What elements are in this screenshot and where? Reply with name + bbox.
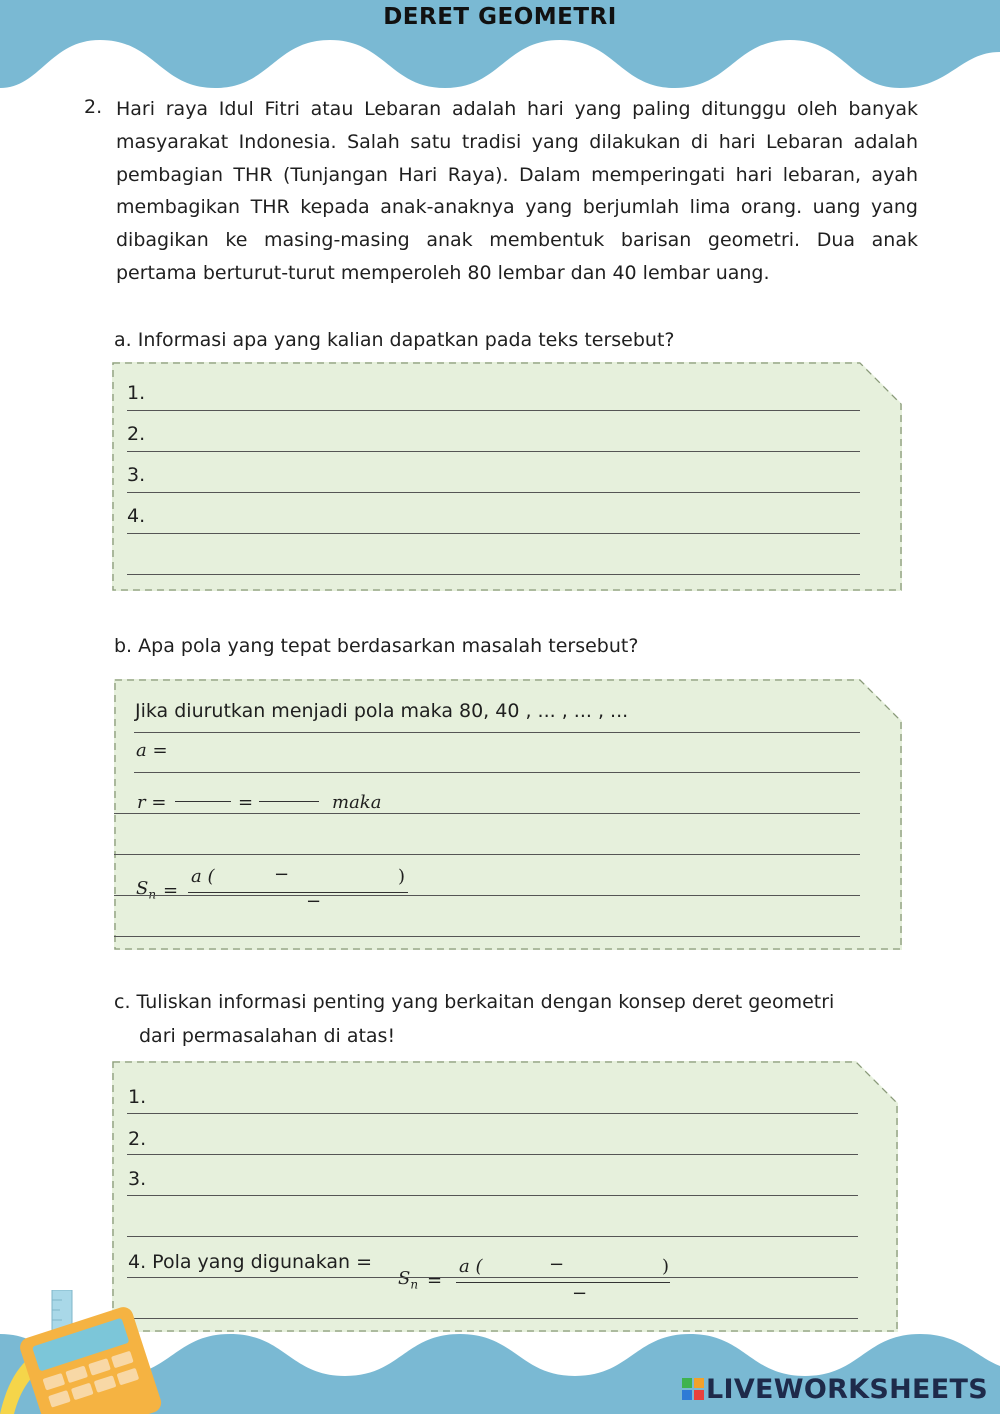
sn-formula-b-s: $S_n$ [136,878,157,902]
sn-formula-b-minus: − [274,864,290,885]
sn-formula-b-den-minus: − [306,891,322,912]
liveworksheets-logo-icon [682,1378,704,1400]
question-c-line2: dari permasalahan di atas! [139,1025,396,1047]
answer-a-line-2[interactable] [127,451,860,452]
answer-b-line-5[interactable] [114,895,860,896]
question-c-line1: c. Tuliskan informasi penting yang berkaitan dengan konsep deret geometri [114,991,835,1013]
liveworksheets-logo [682,1374,988,1405]
answer-a-item-3: 3. [127,464,146,486]
sn-formula-c-close: ) [662,1256,670,1277]
sn-formula-c-eq: = [427,1270,443,1291]
answer-c-item-2: 2. [128,1128,147,1150]
answer-box-a [112,362,902,591]
answer-a-line-1[interactable] [127,410,860,411]
sn-formula-b-bar [188,892,408,893]
problem-text: Hari raya Idul Fitri atau Lebaran adalah hari yang paling ditunggu oleh banyak masyarakat Indonesia. Salah satu tradisi yang dilakukan di hari Lebaran adalah pembagian THR (Tunjangan Hari Raya). Dalam memperingati hari lebaran, ayah membagikan THR kepada anak-anaknya yang berjumlah lima orang. uang yang dibagikan ke masing-masing anak membentuk barisan geometri. Dua anak pertama berturut-turut memperoleh 80 lembar dan 40 lembar uang. [116,98,918,284]
pattern-text: Jika diurutkan menjadi pola maka 80, 40 , ... , ... , ... [135,700,629,722]
calculator-ruler-icon [0,1290,170,1414]
answer-a-item-4: 4. [127,505,146,527]
answer-b-line-3[interactable] [114,813,860,814]
answer-c-line-5[interactable] [127,1277,858,1278]
sn-formula-b-eq: = [163,880,179,901]
answer-c-line-1[interactable] [127,1113,858,1114]
problem-number: 2. [84,96,103,118]
sn-formula-c-num: a ( [459,1256,483,1277]
maka-label: maka [332,792,382,813]
r-fraction-2[interactable] [259,801,319,802]
answer-c-line-4[interactable] [127,1236,858,1237]
r-equals: = [238,792,254,813]
sn-formula-b-close: ) [398,866,406,887]
answer-b-line-2[interactable] [134,772,860,773]
answer-c-line-3[interactable] [127,1195,858,1196]
answer-a-line-4[interactable] [127,533,860,534]
page-title: DERET GEOMETRI [383,4,617,30]
sn-formula-b-num: a ( [191,866,215,887]
r-label: r = [137,792,167,813]
answer-c-item-3: 3. [128,1168,147,1190]
answer-c-item-4: 4. Pola yang digunakan = [128,1251,373,1273]
liveworksheets-logo-text: LIVEWORKSHEETS [705,1374,988,1405]
answer-b-line-6[interactable] [114,936,860,937]
sn-formula-c-bar [456,1282,670,1283]
answer-c-item-1: 1. [128,1086,147,1108]
answer-box-c [112,1061,898,1332]
r-fraction-1[interactable] [175,801,231,802]
answer-b-line-4[interactable] [114,854,860,855]
sn-formula-c-s: $S_n$ [398,1268,419,1292]
question-b: b. Apa pola yang tepat berdasarkan masalah tersebut? [114,635,639,657]
answer-b-line-1[interactable] [134,732,860,733]
answer-a-item-1: 1. [127,382,146,404]
sn-formula-c-minus: − [549,1254,565,1275]
answer-c-line-2[interactable] [127,1154,858,1155]
answer-a-line-3[interactable] [127,492,860,493]
question-a: a. Informasi apa yang kalian dapatkan pada teks tersebut? [114,329,675,351]
a-label: a = [136,740,168,761]
answer-a-line-5[interactable] [127,574,860,575]
answer-c-line-6[interactable] [127,1318,858,1319]
answer-a-item-2: 2. [127,423,146,445]
sn-formula-c-den-minus: − [572,1283,588,1304]
